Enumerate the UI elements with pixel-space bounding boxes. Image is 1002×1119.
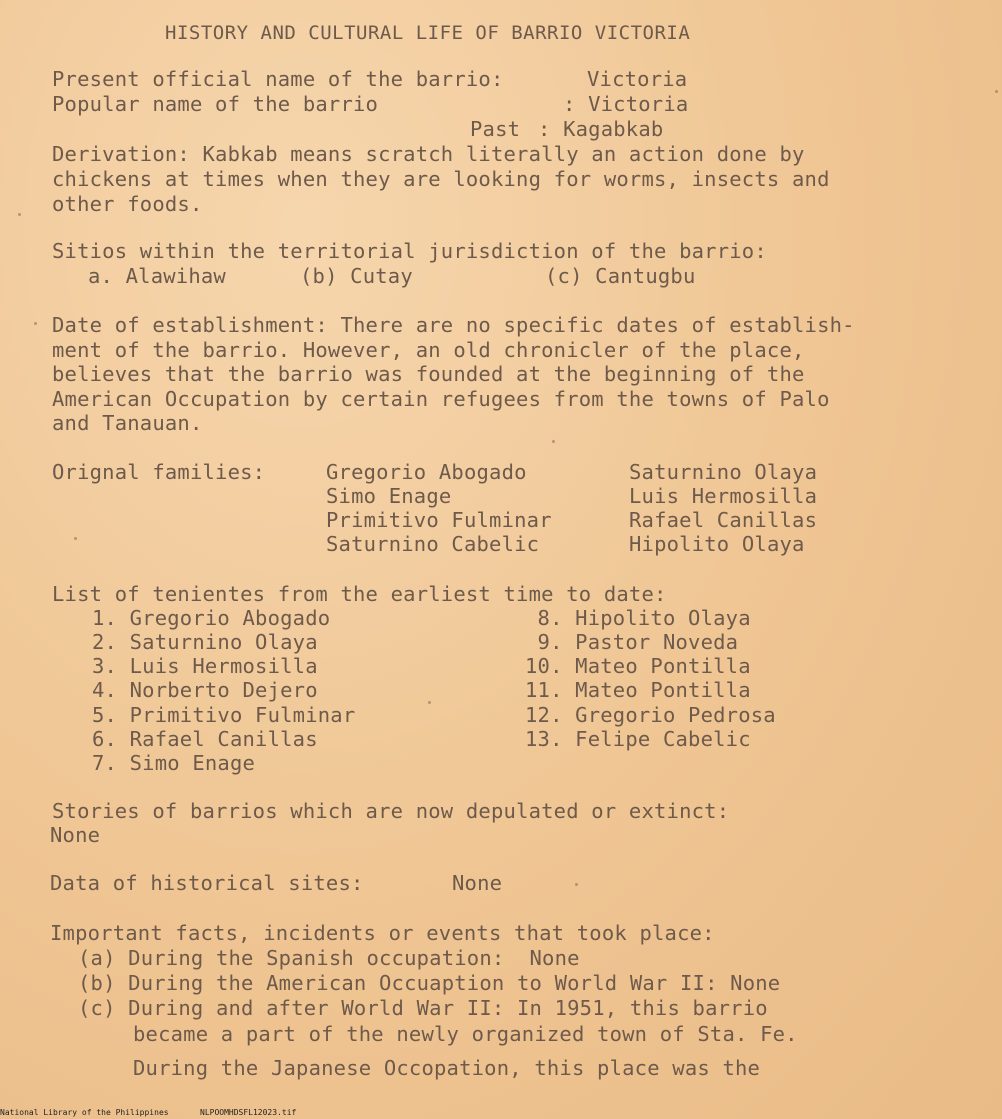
teniente-item: 3. Luis Hermosilla <box>92 654 318 678</box>
ink-speck <box>428 701 431 704</box>
fact-item: (b) During the American Occuaption to World War II: None <box>78 971 781 995</box>
file-name: NLPOOMHDSFL12023.tif <box>200 1108 297 1117</box>
fact-item: (a) During the Spanish occupation: None <box>78 946 580 970</box>
ink-speck <box>995 90 998 93</box>
establishment-line: believes that the barrio was founded at the beginning of the <box>52 362 805 386</box>
ink-speck <box>552 440 555 443</box>
family-name: Rafael Canillas <box>629 508 818 532</box>
teniente-item: 10. Mateo Pontilla <box>525 654 751 678</box>
tenientes-label: List of tenientes from the earliest time to date: <box>52 582 667 606</box>
teniente-item: 1. Gregorio Abogado <box>92 606 331 630</box>
ink-speck <box>575 883 578 886</box>
ink-speck <box>18 213 21 216</box>
teniente-item: 6. Rafael Canillas <box>92 727 318 751</box>
teniente-item: 8. Hipolito Olaya <box>525 606 751 630</box>
library-credit: National Library of the Philippines <box>0 1108 169 1117</box>
fact-item: (c) During and after World War II: In 1951, this barrio <box>78 996 768 1020</box>
teniente-item: 13. Felipe Cabelic <box>525 727 751 751</box>
sitio-item: (b) Cutay <box>300 264 413 288</box>
historical-sites-label: Data of historical sites: <box>50 871 364 895</box>
official-name-value: Victoria <box>587 67 688 91</box>
establishment-line: ment of the barrio. However, an old chronicler of the place, <box>52 338 805 362</box>
teniente-item: 12. Gregorio Pedrosa <box>525 703 776 727</box>
family-name: Gregorio Abogado <box>326 460 527 484</box>
page-title: HISTORY AND CULTURAL LIFE OF BARRIO VICTORIA <box>165 22 691 44</box>
official-name-label: Present official name of the barrio: <box>52 67 504 91</box>
teniente-item: 7. Simo Enage <box>92 751 256 775</box>
family-name: Hipolito Olaya <box>629 532 805 556</box>
family-name: Saturnino Cabelic <box>326 532 540 556</box>
stories-label: Stories of barrios which are now depulated or extinct: <box>52 799 730 823</box>
teniente-item: 5. Primitivo Fulminar <box>92 703 356 727</box>
families-label: Orignal families: <box>52 460 266 484</box>
establishment-line: Date of establishment: There are no specific dates of establish- <box>52 313 855 337</box>
establishment-line: and Tanauan. <box>52 411 203 435</box>
teniente-item: 11. Mateo Pontilla <box>525 678 751 702</box>
facts-label: Important facts, incidents or events that took place: <box>50 921 715 945</box>
family-name: Luis Hermosilla <box>629 484 818 508</box>
fact-item: became a part of the newly organized town of Sta. Fe. <box>133 1022 798 1046</box>
ink-speck <box>34 322 37 325</box>
sitio-item: (c) Cantugbu <box>545 264 696 288</box>
fact-item: During the Japanese Occopation, this place was the <box>133 1056 761 1080</box>
popular-name-value: : Victoria <box>563 92 689 116</box>
ink-speck <box>74 537 77 540</box>
popular-name-label: Popular name of the barrio <box>52 92 379 116</box>
historical-sites-value: None <box>452 871 503 895</box>
derivation-line: other foods. <box>52 192 203 216</box>
sitios-label: Sitios within the territorial jurisdiction of the barrio: <box>52 239 767 263</box>
sitio-item: a. Alawihaw <box>88 264 226 288</box>
past-name-label: Past <box>470 117 521 141</box>
establishment-line: American Occupation by certain refugees from the towns of Palo <box>52 387 830 411</box>
past-name-value: : Kagabkab <box>538 117 664 141</box>
family-name: Saturnino Olaya <box>629 460 818 484</box>
derivation-line: chickens at times when they are looking for worms, insects and <box>52 167 830 191</box>
teniente-item: 2. Saturnino Olaya <box>92 630 318 654</box>
stories-value: None <box>50 823 101 847</box>
teniente-item: 9. Pastor Noveda <box>525 630 739 654</box>
teniente-item: 4. Norberto Dejero <box>92 678 318 702</box>
family-name: Simo Enage <box>326 484 452 508</box>
family-name: Primitivo Fulminar <box>326 508 552 532</box>
derivation-line: Derivation: Kabkab means scratch literally an action done by <box>52 142 805 166</box>
